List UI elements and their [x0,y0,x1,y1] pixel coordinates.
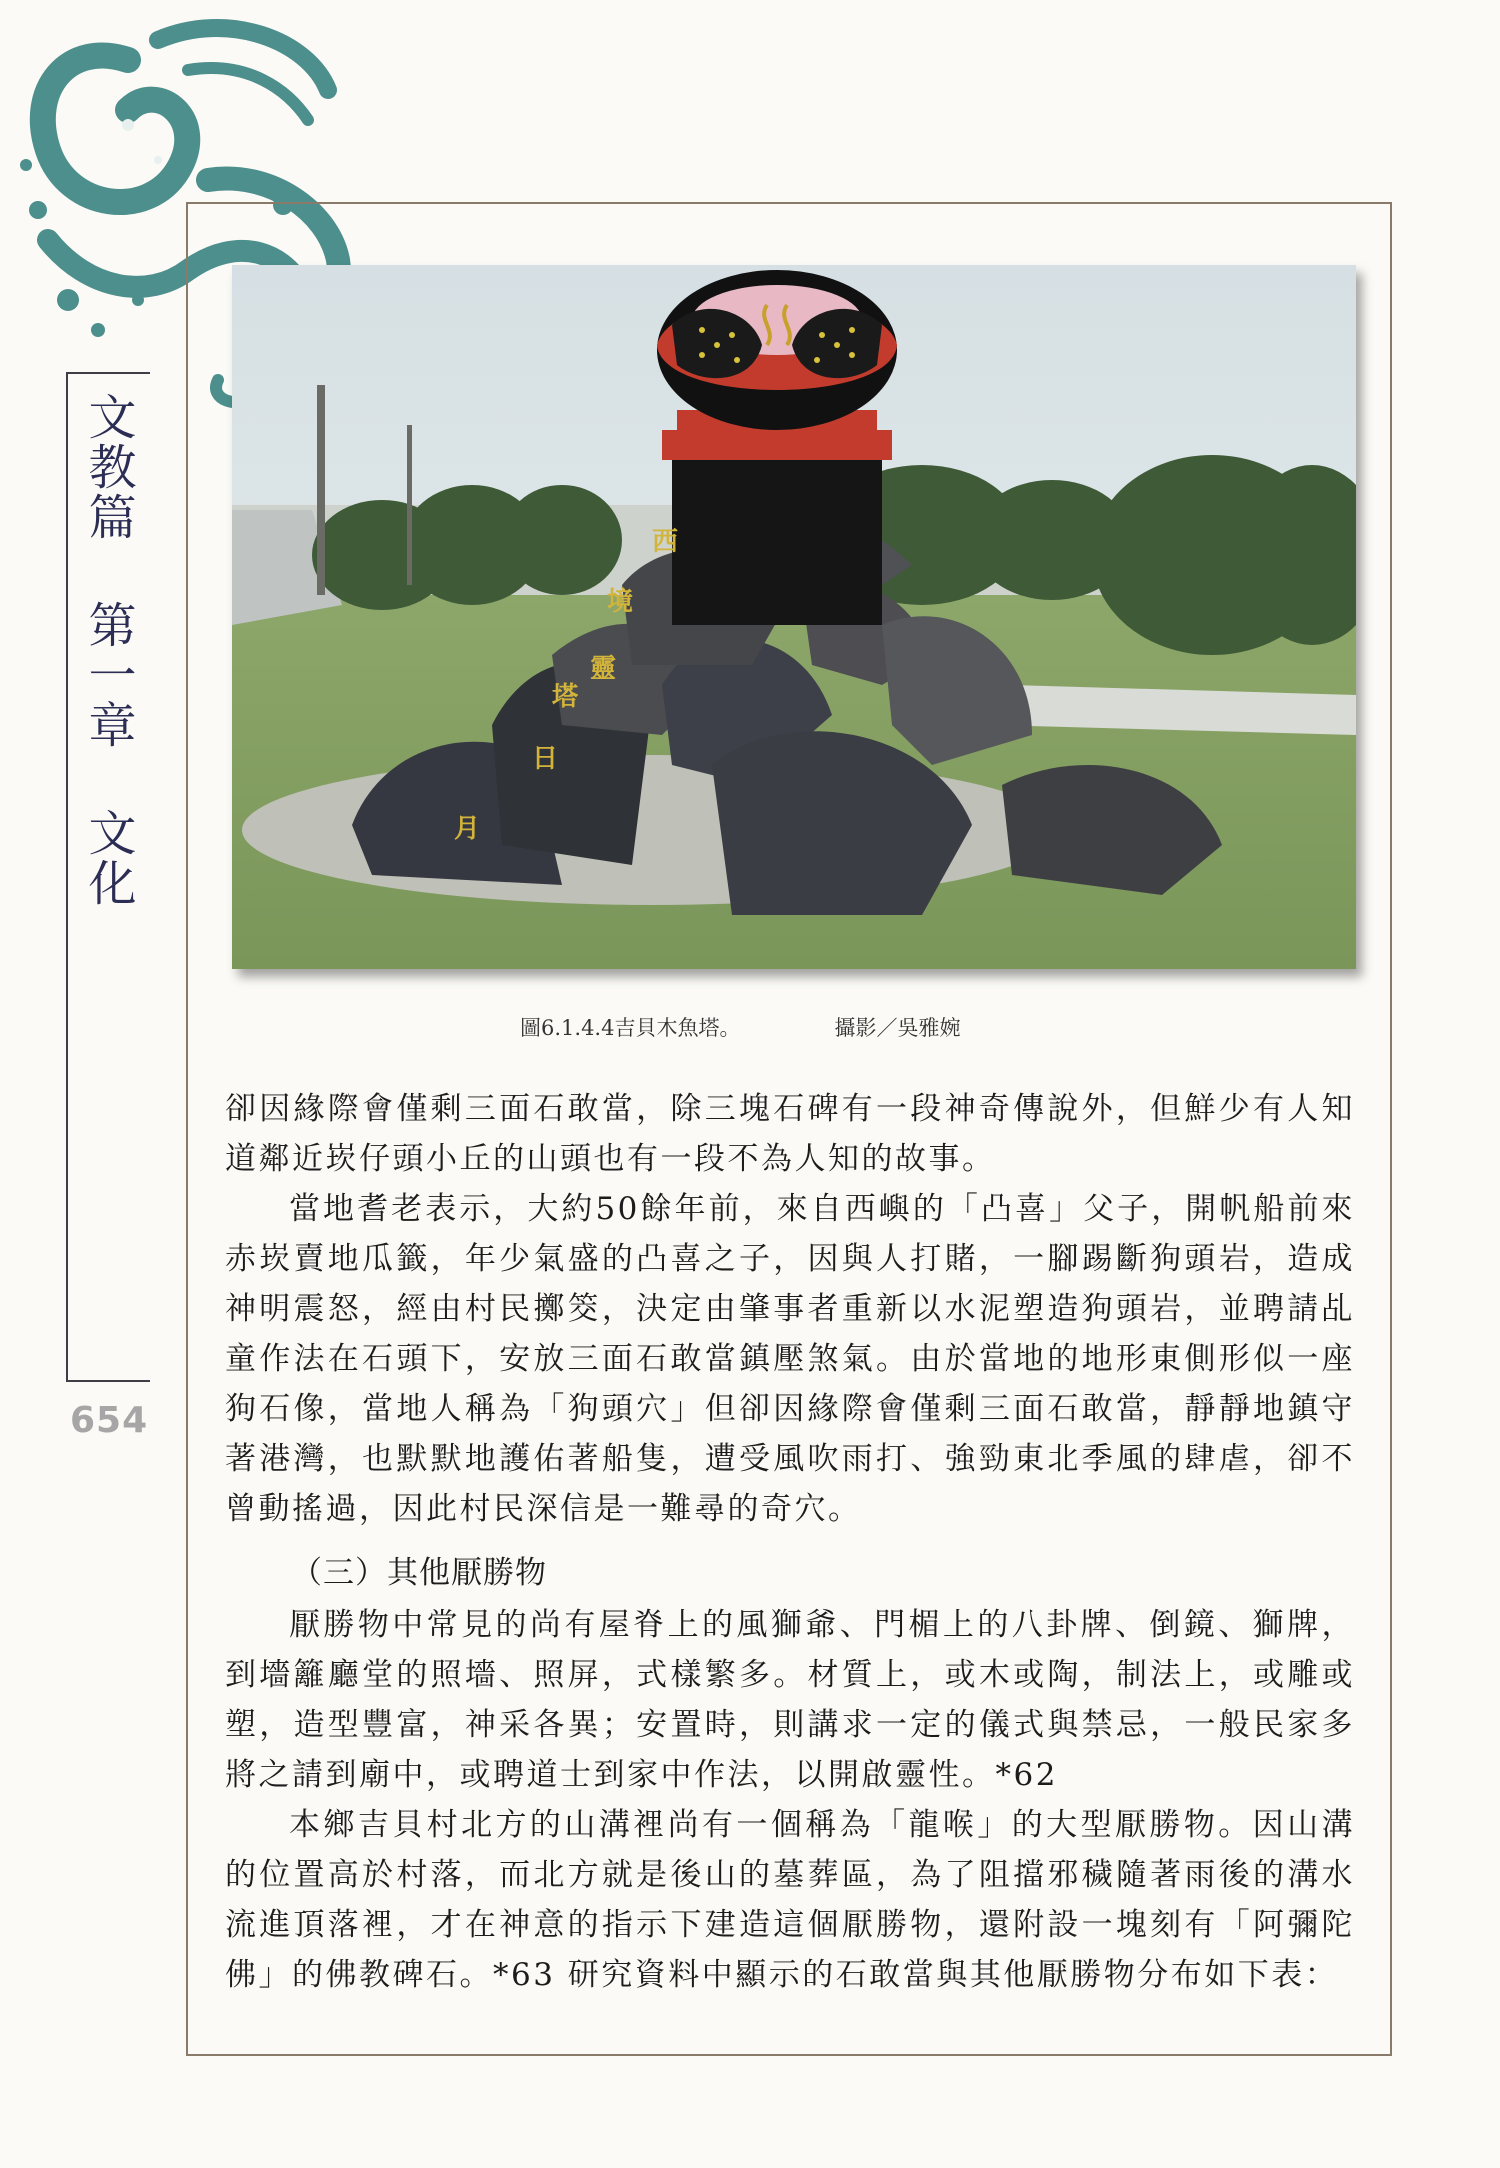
sign-char-3: 靈 [590,654,617,684]
figure-caption [520,1012,1120,1042]
figure-photo [232,265,1356,969]
caption-text: 圖6.1.4.4吉貝木魚塔。 [520,1016,741,1040]
sign-char-6: 月 [454,814,481,844]
sign-char-4: 塔 [552,682,579,712]
paragraph-4: 本鄉吉貝村北方的山溝裡尚有一個稱為「龍喉」的大型厭勝物。因山溝的位置高於村落，而北方就是後山的墓葬區，為了阻擋邪穢隨著雨後的溝水流進頂落裡，才在神意的指示下建造這個厭勝物，還附設一塊刻有「阿彌陀佛」的佛教碑石。*63 研究資料中顯示的石敢當與其他厭勝物分布如下表： [225,1807,1355,1993]
photo-credit: 攝影／吳雅婉 [834,1016,961,1040]
paragraph-1: 卻因緣際會僅剩三面石敢當，除三塊石碑有一段神奇傳說外，但鮮少有人知道鄰近崁仔頭小丘的山頭也有一段不為人知的故事。 [225,1091,1355,1177]
page-number: 654 [70,1400,149,1441]
sidebar-chapter-title: 文教篇 第一章 文化 [80,392,136,908]
sign-char-5: 日 [532,744,559,774]
sign-char-2: 境 [607,587,634,617]
section-heading: （三）其他厭勝物 [291,1555,547,1591]
paragraph-2: 當地耆老表示，大約50餘年前，來自西嶼的「凸喜」父子，開帆船前來赤崁賣地瓜籤，年少氣盛的凸喜之子，因與人打賭，一腳踢斷狗頭岩，造成神明震怒，經由村民擲筊，決定由肇事者重新以水泥塑造狗頭岩，並聘請乩童作法在石頭下，安放三面石敢當鎮壓煞氣。由於當地的地形東側形似一座狗石像，當地人稱為「狗頭穴」但卻因緣際會僅剩三面石敢當，靜靜地鎮守著港灣，也默默地護佑著船隻，遭受風吹雨打、強勁東北季風的肆虐，卻不曾動搖過，因此村民深信是一難尋的奇穴。 [225,1191,1355,1527]
paragraph-3: 厭勝物中常見的尚有屋脊上的風獅爺、門楣上的八卦牌、倒鏡、獅牌，到墻籬廳堂的照墻、照屏，式樣繁多。材質上，或木或陶，制法上，或雕或塑，造型豐富，神采各異；安置時，則講求一定的儀式與禁忌，一般民家多將之請到廟中，或聘道士到家中作法，以開啟靈性。*62 [225,1607,1355,1793]
sign-char-1: 西 [652,527,679,557]
body-text [225,1084,1355,2000]
